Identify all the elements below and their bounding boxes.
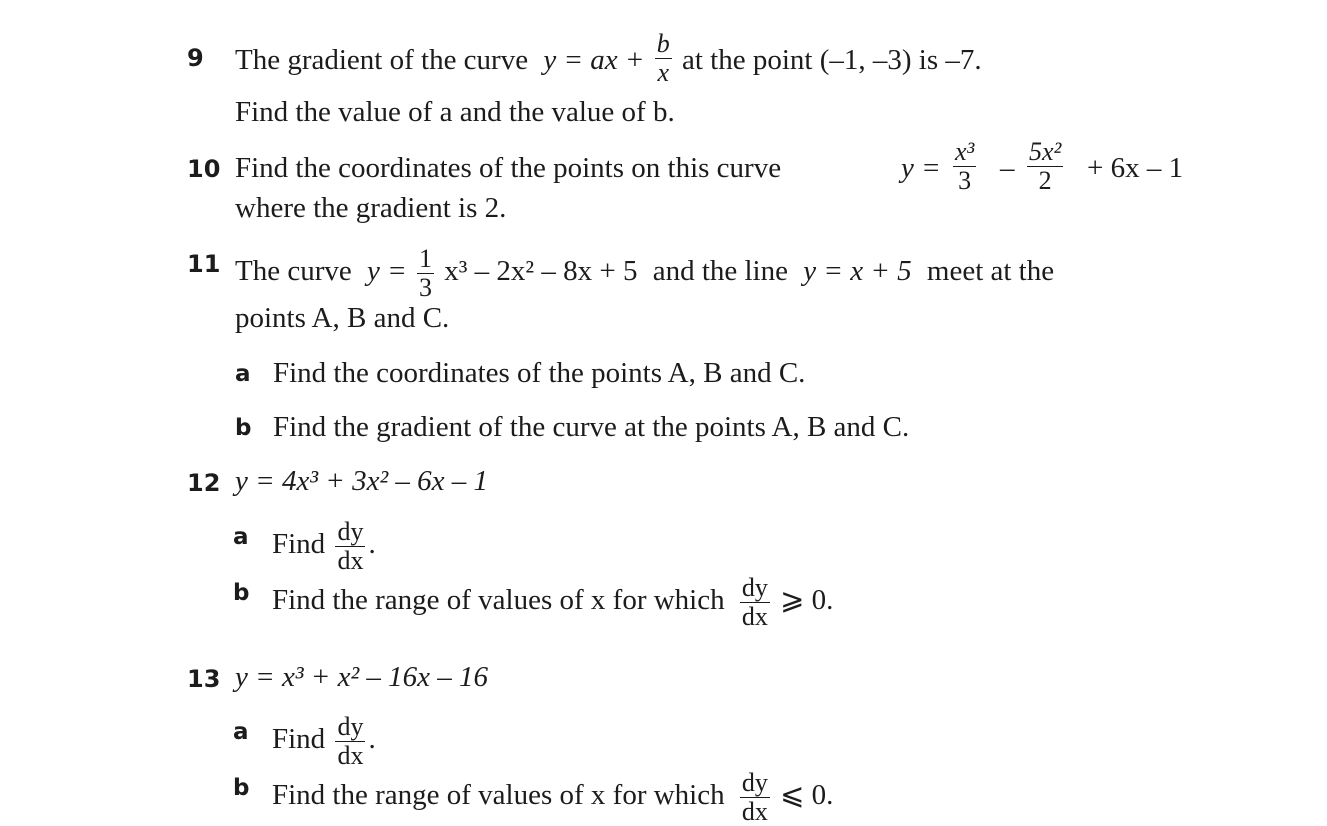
part-label: b — [233, 775, 250, 801]
question-number: 11 — [187, 250, 221, 278]
question-line-2: where the gradient is 2. — [235, 192, 507, 224]
intro-text: The gradient of the curve — [235, 44, 529, 77]
derivative-fraction — [335, 713, 365, 770]
fraction — [655, 30, 672, 87]
equation: y = ax + — [543, 44, 645, 77]
fraction-numerator: dy — [337, 712, 364, 741]
fraction-2 — [1027, 138, 1063, 195]
operator: – — [1000, 152, 1015, 184]
question-line-2: points A, B and C. — [235, 302, 450, 334]
question-number: 13 — [187, 665, 221, 693]
fraction-numerator: b — [656, 29, 670, 58]
find-text: Find — [272, 723, 326, 756]
question-text — [235, 29, 982, 87]
fraction-numerator: dy — [741, 768, 768, 797]
part-label: a — [235, 361, 251, 387]
part-label: a — [233, 719, 249, 745]
fraction-numerator: x³ — [955, 137, 975, 166]
fraction-denominator: dx — [337, 741, 364, 770]
fraction-1 — [953, 138, 976, 195]
fraction-denominator: dx — [337, 546, 364, 575]
equation-lhs: y = — [367, 255, 407, 288]
fraction — [417, 245, 434, 302]
tail-text: meet at the — [926, 255, 1055, 288]
find-text: Find — [272, 528, 326, 561]
part-b-text — [272, 574, 833, 631]
fraction-numerator: 1 — [418, 244, 432, 273]
fraction-numerator: 5x² — [1029, 137, 1062, 166]
range-text: Find the range of values of x for which — [272, 779, 725, 812]
fraction-denominator: dx — [741, 602, 768, 631]
question-number: 12 — [187, 469, 221, 497]
fraction-denominator: dx — [741, 797, 768, 826]
equation: y = 4x³ + 3x² – 6x – 1 — [235, 465, 489, 497]
part-a-text: Find the coordinates of the points A, B and C. — [273, 357, 806, 389]
end-text: . — [368, 528, 376, 561]
part-a-text — [272, 518, 376, 575]
question-line-2: Find the value of a and the value of b. — [235, 96, 675, 128]
equation-lhs: y = — [901, 152, 941, 184]
part-label: a — [233, 524, 249, 550]
part-a-text — [272, 713, 376, 770]
question-number: 10 — [187, 155, 221, 183]
fraction-denominator: 3 — [418, 273, 432, 302]
fraction-numerator: dy — [741, 573, 768, 602]
part-label: b — [235, 415, 252, 441]
mid-text: and the line — [652, 255, 788, 288]
line-equation: y = x + 5 — [803, 255, 912, 288]
fraction-denominator: x — [657, 58, 669, 87]
question-text: Find the coordinates of the points on this curve — [235, 152, 782, 184]
fraction-denominator: 3 — [958, 166, 972, 195]
range-text: Find the range of values of x for which — [272, 584, 725, 617]
end-text: . — [368, 723, 376, 756]
derivative-fraction — [335, 518, 365, 575]
derivative-fraction — [740, 769, 770, 826]
part-label: b — [233, 580, 250, 606]
part-b-text — [272, 769, 833, 826]
equation: y = x³ + x² – 16x – 16 — [235, 661, 489, 693]
part-b-text: Find the gradient of the curve at the points A, B and C. — [273, 411, 910, 443]
inequality-text: ⩾ 0. — [780, 584, 834, 617]
fraction-numerator: dy — [337, 517, 364, 546]
question-number: 9 — [187, 44, 204, 72]
equation-tail: + 6x – 1 — [1087, 152, 1184, 184]
inequality-text: ⩽ 0. — [780, 779, 834, 812]
intro-text: The curve — [235, 255, 352, 288]
tail-text: at the point (–1, –3) is –7. — [681, 44, 982, 77]
equation-tail: x³ – 2x² – 8x + 5 — [444, 255, 638, 288]
fraction-denominator: 2 — [1038, 166, 1052, 195]
question-text — [235, 245, 1054, 302]
derivative-fraction — [740, 574, 770, 631]
